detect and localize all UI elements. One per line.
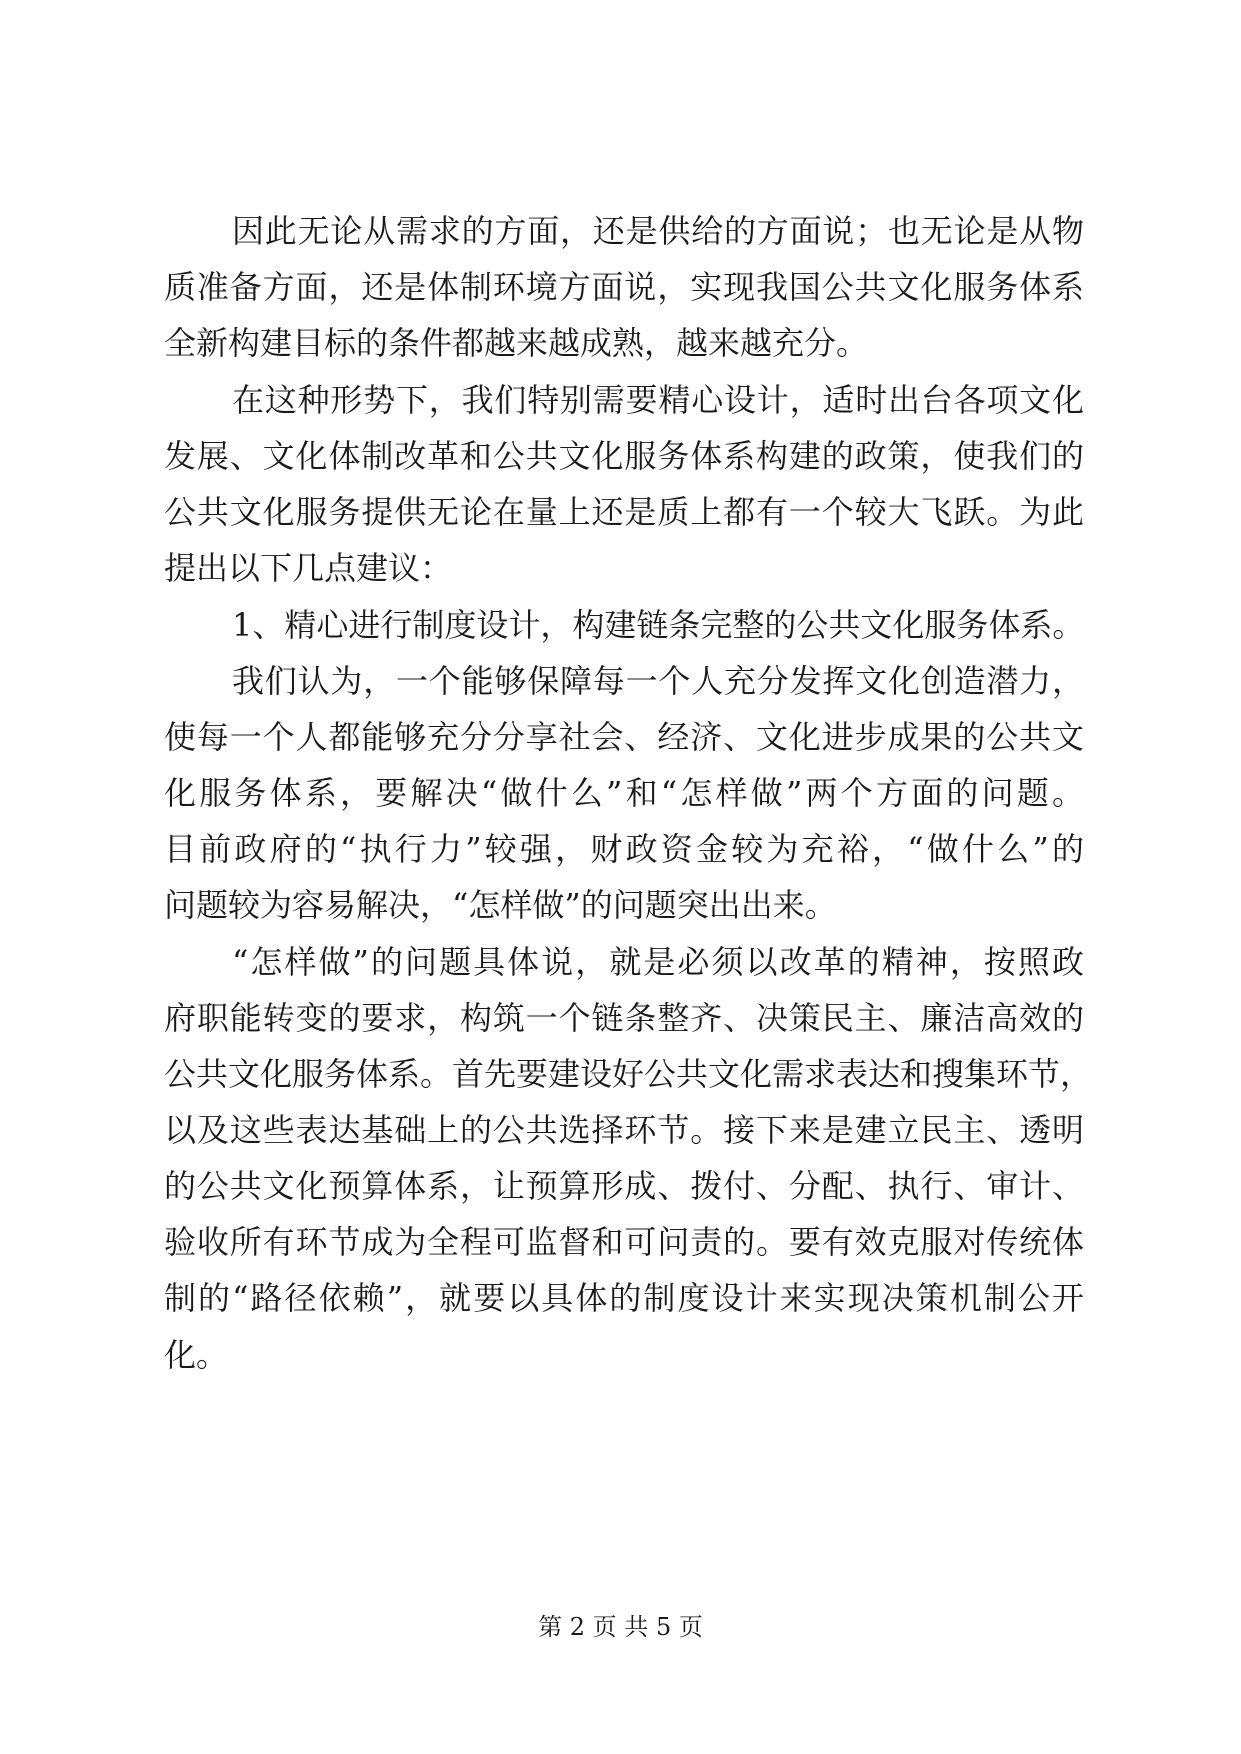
- paragraph-4-line-3: 化服务体系，要解决“做什么”和“怎样做”两个方面的问题。: [164, 774, 1084, 812]
- paragraph-5-line-2: 府职能转变的要求，构筑一个链条整齐、决策民主、廉洁高效的: [164, 999, 1084, 1037]
- paragraph-3-line-1: 1、精心进行制度设计，构建链条完整的公共文化服务体系。: [232, 606, 1085, 644]
- paragraph-5-line-4: 以及这些表达基础上的公共选择环节。接下来是建立民主、透明: [164, 1111, 1084, 1149]
- paragraph-4-line-2: 使每一个人都能够充分分享社会、经济、文化进步成果的公共文: [164, 718, 1084, 756]
- paragraph-5-line-8: 化。: [164, 1336, 229, 1374]
- paragraph-1-line-2: 质准备方面，还是体制环境方面说，实现我国公共文化服务体系: [164, 268, 1084, 306]
- paragraph-2-line-2: 发展、文化体制改革和公共文化服务体系构建的政策，使我们的: [164, 437, 1084, 475]
- paragraph-2-line-1: 在这种形势下，我们特别需要精心设计，适时出台各项文化: [232, 381, 1084, 419]
- paragraph-1-line-1: 因此无论从需求的方面，还是供给的方面说；也无论是从物: [232, 212, 1084, 250]
- paragraph-2-line-4: 提出以下几点建议：: [164, 549, 453, 587]
- paragraph-1-line-3: 全新构建目标的条件都越来越成熟，越来越充分。: [164, 324, 869, 362]
- page-number-footer: 第 2 页 共 5 页: [538, 1613, 703, 1641]
- paragraph-4-line-4: 目前政府的“执行力”较强，财政资金较为充裕，“做什么”的: [164, 830, 1084, 868]
- paragraph-4-line-5: 问题较为容易解决，“怎样做”的问题突出出来。: [164, 886, 837, 924]
- paragraph-5-line-1: “怎样做”的问题具体说，就是必须以改革的精神，按照政: [232, 943, 1084, 981]
- paragraph-5-line-5: 的公共文化预算体系，让预算形成、拨付、分配、执行、审计、: [164, 1167, 1084, 1205]
- paragraph-5-line-6: 验收所有环节成为全程可监督和可问责的。要有效克服对传统体: [164, 1223, 1084, 1261]
- paragraph-5-line-3: 公共文化服务体系。首先要建设好公共文化需求表达和搜集环节，: [164, 1055, 1093, 1093]
- paragraph-5-line-7: 制的“路径依赖”，就要以具体的制度设计来实现决策机制公开: [164, 1279, 1084, 1317]
- paragraph-2-line-3: 公共文化服务提供无论在量上还是质上都有一个较大飞跃。为此: [164, 493, 1084, 531]
- paragraph-4-line-1: 我们认为，一个能够保障每一个人充分发挥文化创造潜力，: [232, 662, 1084, 700]
